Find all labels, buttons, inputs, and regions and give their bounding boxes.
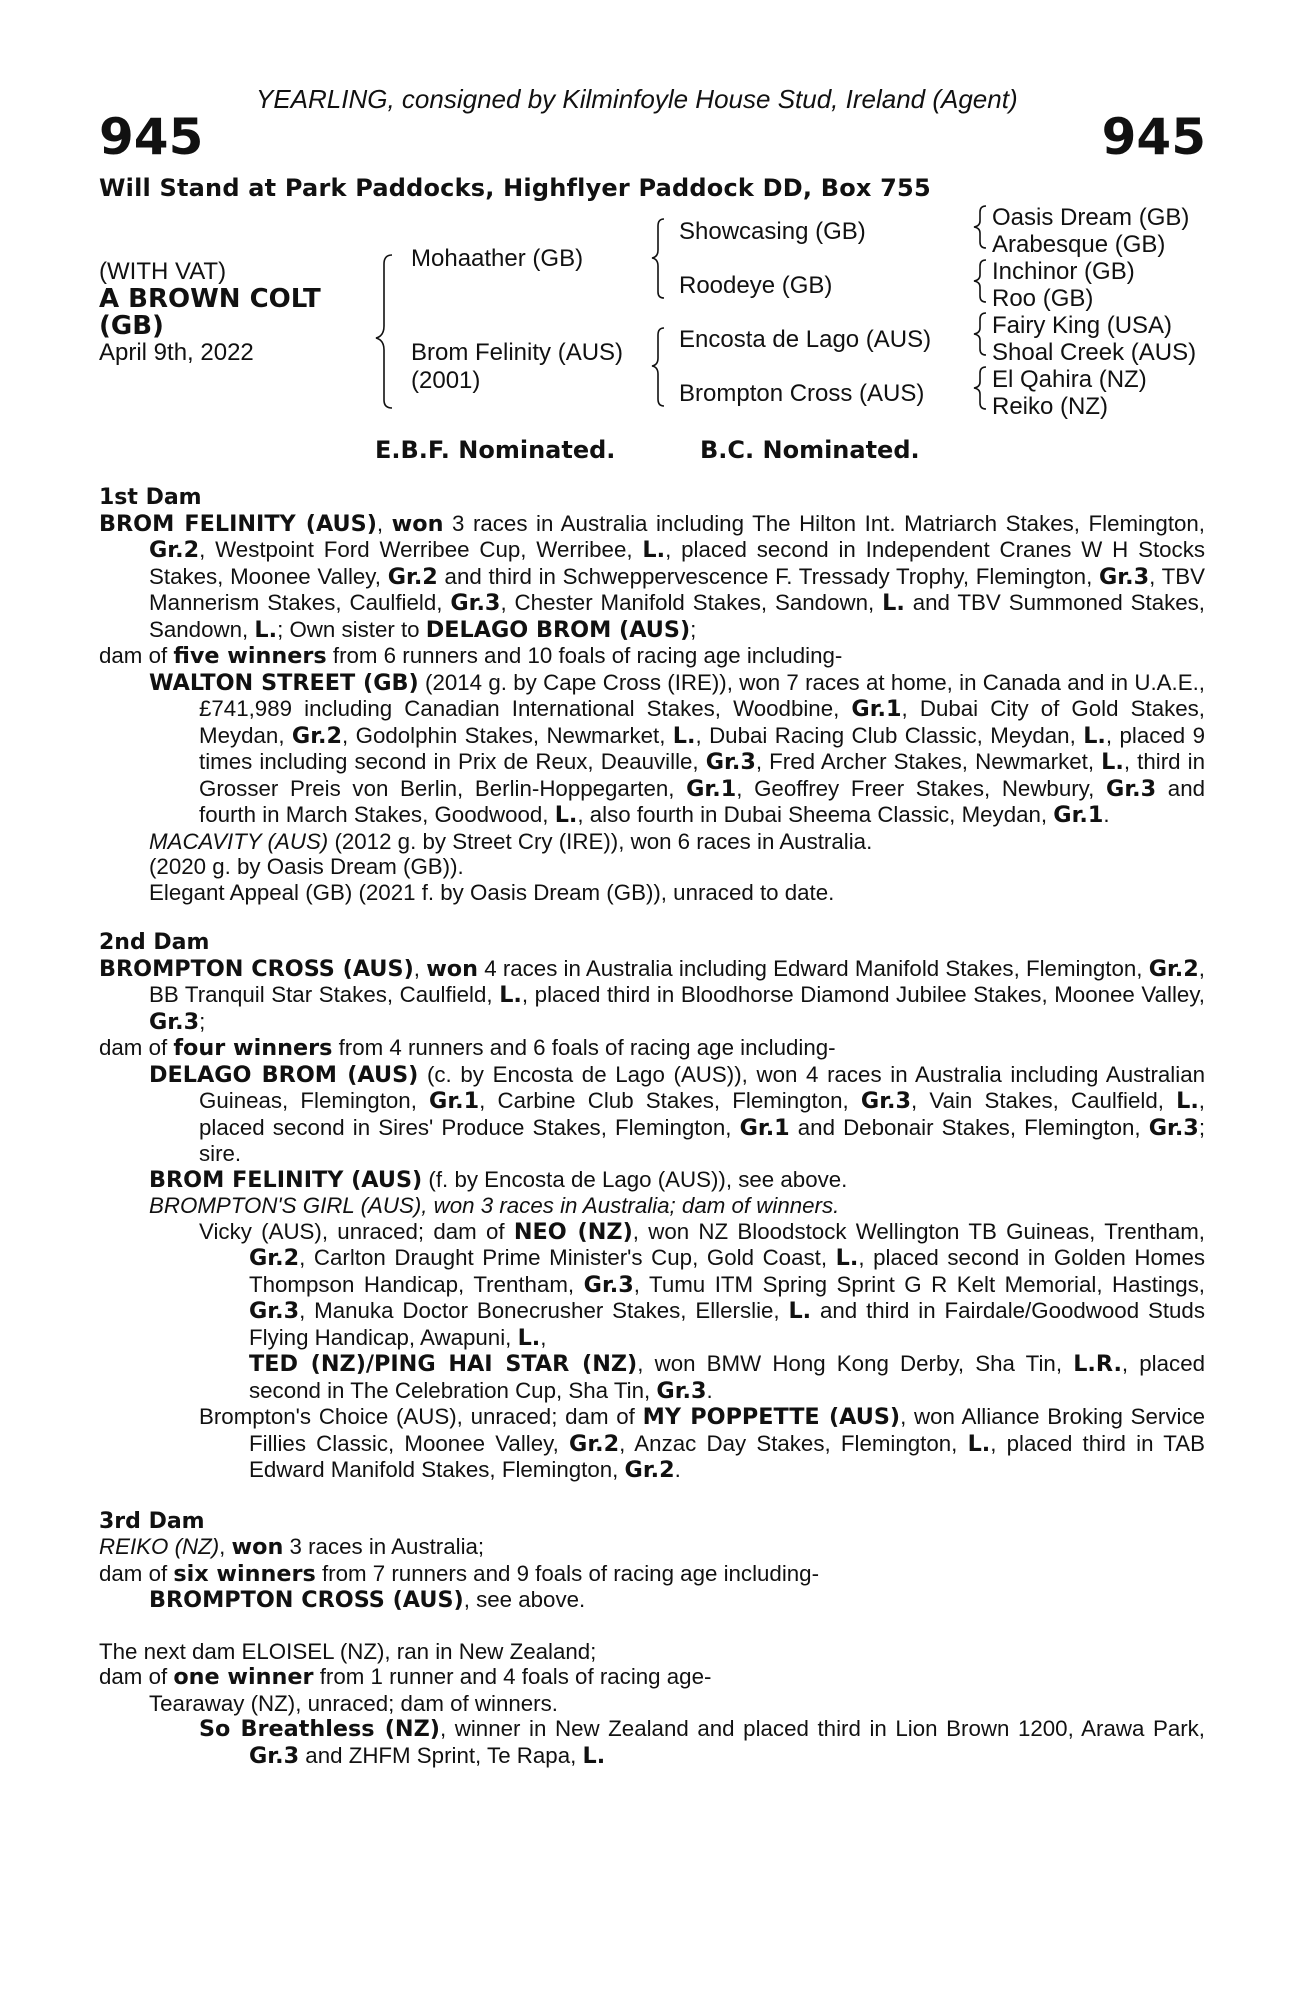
second-dam-heading: 2nd Dam	[99, 930, 210, 955]
third-dam-heading: 3rd Dam	[99, 1508, 205, 1534]
ggsire-7: El Qahira (NZ)	[992, 366, 1147, 393]
lot-number-left: 945	[99, 108, 204, 166]
dam-year: (2001)	[411, 367, 481, 394]
dam-sire-name: Encosta de Lago (AUS)	[679, 326, 932, 353]
dam-name: Brom Felinity (AUS)	[411, 339, 624, 366]
dam-dam-name: Brompton Cross (AUS)	[679, 380, 925, 407]
ggsire-1: Oasis Dream (GB)	[992, 204, 1190, 231]
stand-location: Will Stand at Park Paddocks, Highflyer Paddock DD, Box 755	[99, 174, 931, 202]
produce-tearaway: Tearaway (NZ), unraced; dam of winners.	[149, 1690, 558, 1716]
ggsire-8: Reiko (NZ)	[992, 393, 1109, 420]
produce-so-breathless: So Breathless (NZ), winner in New Zealand and placed third in Lion Brown 1200, Arawa Park, Gr.3 and ZHFM Sprint, Te Rapa, L.	[199, 1716, 1205, 1769]
next-dam-produce-summary: dam of one winner from 1 runner and 4 foals of racing age-	[99, 1664, 712, 1690]
produce-elegant-appeal: Elegant Appeal (GB) (2021 f. by Oasis Dream (GB)), unraced to date.	[149, 879, 835, 905]
ggsire-6: Shoal Creek (AUS)	[992, 339, 1197, 366]
ebf-nominated: E.B.F. Nominated.	[375, 436, 616, 464]
catalogue-page-body	[99, 485, 1205, 1769]
first-dam-produce-summary: dam of five winners from 6 runners and 10 foals of racing age including-	[99, 643, 843, 669]
bracket-g1	[974, 206, 986, 248]
foaling-date: April 9th, 2022	[99, 339, 254, 366]
sire-dam-name: Roodeye (GB)	[679, 272, 833, 299]
produce-brom-felinity: BROM FELINITY (AUS) (f. by Encosta de Lago (AUS)), see above.	[149, 1166, 848, 1193]
ggsire-2: Arabesque (GB)	[992, 231, 1166, 258]
consignment-line: YEARLING, consigned by Kilminfoyle House Stud, Ireland (Agent)	[256, 84, 1018, 114]
produce-walton-street: WALTON STREET (GB) (2014 g. by Cape Cross (IRE)), won 7 races at home, in Canada and in U.A.E., £741,989 including Canadian International Stakes, Woodbine, Gr.1, Dubai City of Gold Stakes, Meydan, Gr.2, Godolphin Stakes, Newmarket, L., Dubai Racing Club Classic, Meydan, L., placed 9 times including second in Prix de Reux, Deauville, Gr.3, Fred Archer Stakes, Newmarket, L., third in Grosser Preis von Berlin, Berlin-Hoppegarten, Gr.1, Geoffrey Freer Stakes, Newbury, Gr.3 and fourth in March Stakes, Goodwood, L., also fourth in Dubai Sheema Classic, Meydan, Gr.1.	[149, 669, 1205, 828]
lot-number-right: 945	[1101, 108, 1206, 166]
sire-name: Mohaather (GB)	[411, 245, 584, 272]
produce-macavity: MACAVITY (AUS) (2012 g. by Street Cry (IRE)), won 6 races in Australia.	[149, 828, 873, 854]
third-dam-record: REIKO (NZ), won 3 races in Australia;	[99, 1534, 485, 1560]
second-dam-record: BROMPTON CROSS (AUS), won 4 races in Australia including Edward Manifold Stakes, Flemington, Gr.2, BB Tranquil Star Stakes, Caulfield, L., placed third in Bloodhorse Diamond Jubilee Stakes, Moonee Valley, Gr.3;	[99, 955, 1206, 1035]
produce-vicky: Vicky (AUS), unraced; dam of NEO (NZ), won NZ Bloodstock Wellington TB Guineas, Trentham, Gr.2, Carlton Draught Prime Minister's Cup, Gold Coast, L., placed second in Golden Homes Thompson Handicap, Trentham, Gr.3, Tumu ITM Spring Sprint G R Kelt Memorial, Hastings, Gr.3, Manuka Doctor Bonecrusher Stakes, Ellerslie, L. and third in Fairdale/Goodwood Studs Flying Handicap, Awapuni, L., TED (NZ)/PING HAI STAR (NZ), won BMW Hong Kong Derby, Sha Tin, L.R., placed second in The Celebration Cup, Sha Tin, Gr.3.	[199, 1218, 1205, 1404]
sire-sire-name: Showcasing (GB)	[679, 218, 866, 245]
bracket-sire	[652, 219, 664, 298]
ggsire-4: Roo (GB)	[992, 285, 1094, 312]
produce-brompton-cross: BROMPTON CROSS (AUS), see above.	[149, 1587, 586, 1613]
bc-nominated: B.C. Nominated.	[700, 436, 920, 464]
next-dam-record: The next dam ELOISEL (NZ), ran in New Zealand;	[99, 1638, 597, 1664]
horse-name-line1: A BROWN COLT	[99, 284, 321, 314]
vat-label: (WITH VAT)	[99, 258, 227, 285]
ggsire-5: Fairy King (USA)	[992, 312, 1173, 339]
bracket-dam	[652, 328, 664, 406]
bracket-g3	[974, 313, 986, 355]
bracket-g2	[974, 260, 986, 302]
produce-bromptons-girl: BROMPTON'S GIRL (AUS), won 3 races in Australia; dam of winners.	[149, 1193, 840, 1218]
bracket-main	[376, 255, 392, 408]
produce-2020-colt: (2020 g. by Oasis Dream (GB)).	[149, 854, 464, 879]
second-dam-produce-summary: dam of four winners from 4 runners and 6 foals of racing age including-	[99, 1035, 836, 1061]
horse-name-line2: (GB)	[99, 311, 164, 341]
first-dam-heading: 1st Dam	[99, 485, 202, 510]
first-dam-record: BROM FELINITY (AUS), won 3 races in Australia including The Hilton Int. Matriarch Stakes, Flemington, Gr.2, Westpoint Ford Werribee Cup, Werribee, L., placed second in Independent Cranes W H Stocks Stakes, Moonee Valley, Gr.2 and third in Schweppervescence F. Tressady Trophy, Flemington, Gr.3, TBV Mannerism Stakes, Caulfield, Gr.3, Chester Manifold Stakes, Sandown, L. and TBV Summoned Stakes, Sandown, L.; Own sister to DELAGO BROM (AUS);	[99, 510, 1206, 643]
bracket-g4	[974, 367, 986, 409]
third-dam-produce-summary: dam of six winners from 7 runners and 9 foals of racing age including-	[99, 1560, 820, 1587]
ggsire-3: Inchinor (GB)	[992, 258, 1135, 285]
produce-delago-brom: DELAGO BROM (AUS) (c. by Encosta de Lago (AUS)), won 4 races in Australia including Australian Guineas, Flemington, Gr.1, Carbine Club Stakes, Flemington, Gr.3, Vain Stakes, Caulfield, L., placed second in Sires' Produce Stakes, Flemington, Gr.1 and Debonair Stakes, Flemington, Gr.3; sire.	[149, 1061, 1206, 1166]
produce-bromptons-choice: Brompton's Choice (AUS), unraced; dam of MY POPPETTE (AUS), won Alliance Broking Service Fillies Classic, Moonee Valley, Gr.2, Anzac Day Stakes, Flemington, L., placed third in TAB Edward Manifold Stakes, Flemington, Gr.2.	[199, 1404, 1205, 1483]
